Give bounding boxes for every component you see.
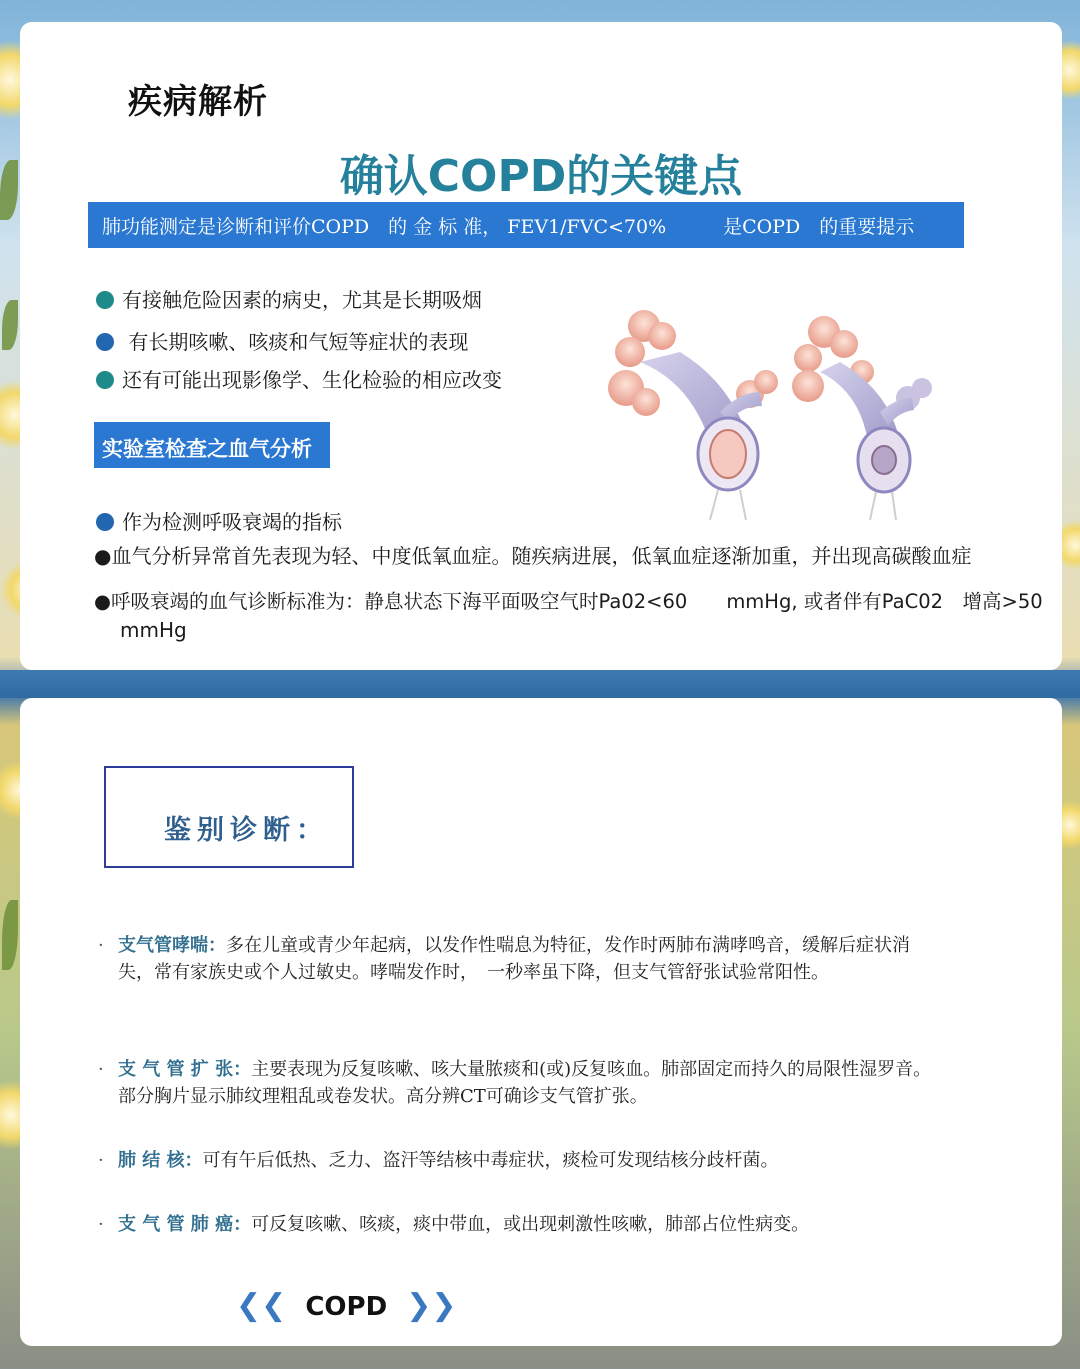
chevron-right-icon: ❯❯ bbox=[406, 1288, 457, 1323]
diagnosis-text: 主要表现为反复咳嗽、咳大量脓痰和(或)反复咳血。肺部固定而持久的局限性湿罗音。部分胸片显示肺纹理粗乱或卷发状。高分辨CT可确诊支气管扩张。 bbox=[118, 1059, 932, 1107]
diagnosis-item bbox=[98, 932, 938, 986]
bullet-dot-icon bbox=[96, 513, 114, 531]
bronchus-illustration bbox=[600, 302, 940, 532]
footer-label: COPD bbox=[305, 1292, 388, 1322]
bullet-icon: · bbox=[98, 935, 104, 956]
blood-gas-heading: 实验室检查之血气分析 bbox=[94, 422, 330, 468]
diagnosis-text: 可有午后低热、乏力、盗汗等结核中毒症状，痰检可发现结核分歧杆菌。 bbox=[202, 1150, 779, 1171]
list-item-text: 还有可能出现影像学、生化检验的相应改变 bbox=[122, 368, 502, 392]
background-sea bbox=[0, 670, 1080, 698]
diagnosis-item bbox=[98, 1147, 938, 1174]
diagnosis-text: 多在儿童或青少年起病，以发作性喘息为特征，发作时两肺布满哮鸣音，缓解后症状消失，常有家族史或个人过敏史。哮喘发作时， 一秒率虽下降，但支气管舒张试验常阳性。 bbox=[118, 935, 910, 983]
background-leaf bbox=[2, 900, 18, 970]
list-item bbox=[96, 506, 342, 535]
footer-brand bbox=[236, 1288, 457, 1323]
list-item-text: 有长期咳嗽、咳痰和气短等症状的表现 bbox=[122, 330, 469, 354]
bullet-dot-icon bbox=[96, 291, 114, 309]
section-label: 疾病解析 bbox=[128, 82, 268, 122]
diagnosis-item bbox=[98, 1056, 938, 1110]
list-item bbox=[96, 364, 502, 393]
diagnosis-term: 支气管哮喘： bbox=[118, 935, 226, 956]
diagnosis-heading: 鉴别诊断： bbox=[164, 815, 329, 846]
bullet-icon: · bbox=[98, 1214, 104, 1235]
blood-gas-line-2: ●呼吸衰竭的血气诊断标准为：静息状态下海平面吸空气时Pa02<60 mmHg, 或者伴有PaC02 增高>50 bbox=[94, 590, 1043, 613]
normal-bronchus bbox=[608, 310, 778, 520]
diagnosis-text: 可反复咳嗽、咳痰，痰中带血，或出现刺激性咳嗽，肺部占位性病变。 bbox=[251, 1214, 810, 1235]
diseased-bronchus bbox=[792, 316, 932, 520]
bullet-dot-icon bbox=[96, 333, 114, 351]
copd-key-points-card bbox=[20, 22, 1062, 670]
background-leaf bbox=[0, 160, 18, 220]
blood-gas-line-1: ●血气分析异常首先表现为轻、中度低氧血症。随疾病进展，低氧血症逐渐加重，并出现高碳酸血症 bbox=[94, 544, 972, 568]
page-title: 确认COPD的关键点 bbox=[339, 151, 743, 202]
blood-gas-line-2-cont: mmHg bbox=[120, 618, 187, 642]
list-item bbox=[96, 284, 482, 313]
diagnosis-term: 支 气 管 肺 癌： bbox=[118, 1214, 252, 1235]
list-item-text: 有接触危险因素的病史，尤其是长期吸烟 bbox=[122, 288, 482, 312]
diagnosis-item bbox=[98, 1211, 938, 1238]
bullet-icon: · bbox=[98, 1150, 104, 1171]
background-leaf bbox=[2, 300, 18, 350]
diagnosis-term: 肺 结 核： bbox=[118, 1150, 203, 1171]
bullet-icon: · bbox=[98, 1059, 104, 1080]
spirometry-banner: 肺功能测定是诊断和评价COPD 的 金 标 准， FEV1/FVC<70% 是COPD 的重要提示 bbox=[88, 202, 964, 248]
bullet-dot-icon bbox=[96, 371, 114, 389]
list-item bbox=[96, 326, 468, 355]
list-item-text: 作为检测呼吸衰竭的指标 bbox=[122, 510, 342, 534]
diagnosis-heading-box bbox=[104, 766, 354, 868]
diagnosis-term: 支 气 管 扩 张： bbox=[118, 1059, 252, 1080]
differential-diagnosis-card bbox=[20, 698, 1062, 1346]
chevron-left-icon: ❮❮ bbox=[236, 1288, 287, 1323]
